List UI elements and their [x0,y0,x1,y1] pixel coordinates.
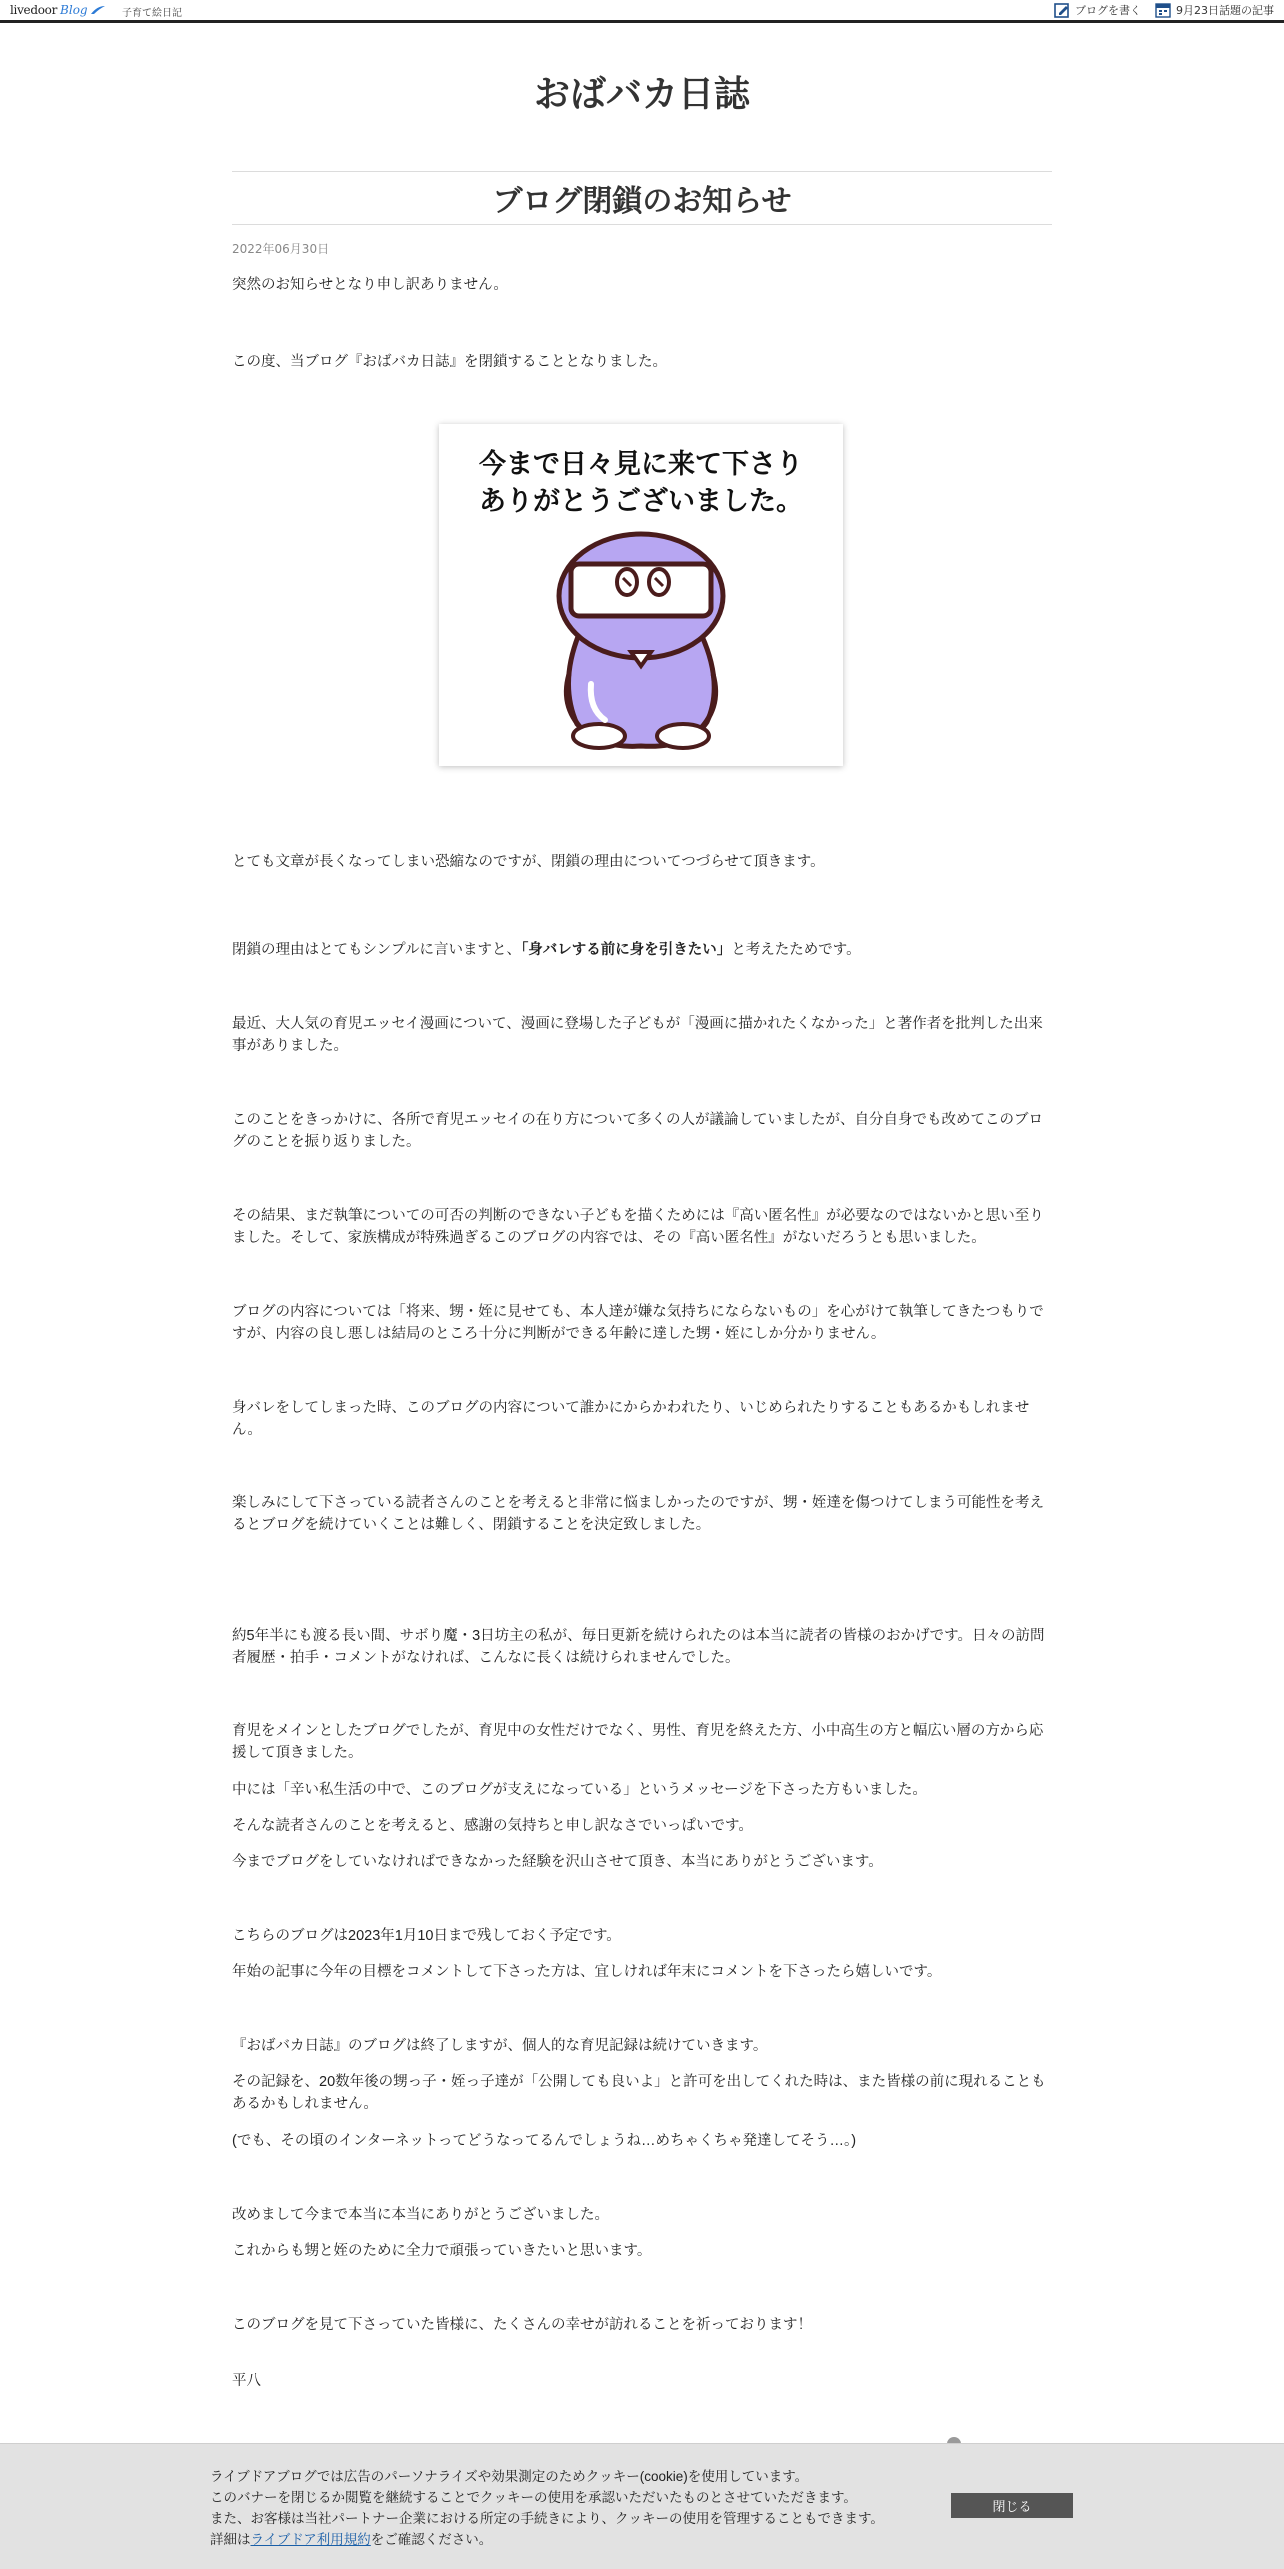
pencil-icon [1054,2,1070,18]
paragraph: 年始の記事に今年の目標をコメントして下さった方は、宜しければ年末にコメントを下さったら嬉しいです。 [232,1964,942,1980]
logo-text: livedoor [10,3,58,17]
paragraph: 楽しみにして下さっている読者さんのことを考えると非常に悩ましかったのですが、甥・姪達を傷つけてしまう可能性を考えるとブログを続けていくことは難しく、閉鎖することを決定致しました。 [232,1495,1044,1533]
paragraph: その結果、まだ執筆についての可否の判断のできない子どもを描くためには『高い匿名性』が必要なのではないかと思い至りました。そして、家族構成が特殊過ぎるこのブログの内容では、その『高い匿名性』がないだろうとも思いました。 [232,1208,1044,1246]
paragraph: 育児をメインとしたブログでしたが、育児中の女性だけでなく、男性、育児を終えた方、小中高生の方と幅広い層の方から応援して頂きました。 [232,1723,1044,1761]
site-title[interactable]: おばバカ日誌 [533,74,750,115]
cookie-line: このバナーを閉じるか閲覧を継続することでクッキーの使用を承認いただいたものとさせていただきます。 [210,2490,857,2505]
paragraph: その記録を、20数年後の甥っ子・姪っ子達が「公開しても良いよ」と許可を出してくれた時は、また皆様の前に現れることもあるかもしれません。 [232,2074,1046,2112]
cookie-line-prefix: 詳細は [210,2532,251,2547]
paragraph: 最近、大人気の育児エッセイ漫画について、漫画に登場した子どもが「漫画に描かれたくなかった」と著作者を批判した出来事がありました。 [232,1016,1043,1054]
paragraph: 突然のお知らせとなり申し訳ありません。 [232,277,508,293]
blog-name-link[interactable]: 子育て絵日記 [122,8,182,19]
article-date: 2022年06月30日 [232,242,330,256]
cookie-text [210,2466,930,2550]
paragraph: 今までブログをしていなければできなかった経験を沢山させて頂き、本当にありがとうございます。 [232,1854,883,1870]
paragraph: これからも甥と姪のために全力で頑張っていきたいと思います。 [232,2243,652,2259]
paragraph: (でも、その頃のインターネットってどうなってるんでしょうね…めちゃくちゃ発達してそう…。) [232,2133,857,2149]
paragraph: 『おばバカ日誌』のブログは終了しますが、個人的な育児記録は続けていきます。 [232,2038,768,2054]
write-blog-label: ブログを書く [1075,4,1141,17]
article-title[interactable]: ブログ閉鎖のお知らせ [232,171,1052,225]
top-bar [0,0,1284,23]
text-span: 閉鎖の理由はとてもシンプルに言いますと、 [232,942,522,958]
logo-sub: Blog [60,3,88,17]
image-caption [439,446,843,520]
calendar-icon [1155,2,1171,18]
paragraph: このブログを見て下さっていた皆様に、たくさんの幸せが訪れることを祈っております！ [232,2317,812,2333]
bowing-character-icon [539,524,743,754]
cookie-line [210,2529,930,2550]
text-span: と考えたためです。 [731,942,861,958]
trending-articles-link[interactable] [1155,2,1274,18]
terms-link[interactable]: ライブドア利用規約 [250,2532,371,2547]
cookie-line: ライブドアブログでは広告のパーソナライズや効果測定のためクッキー(cookie)を使用しています。 [210,2469,809,2484]
paragraph: 身バレをしてしまった時、このブログの内容について誰かにからかわれたり、いじめられたりすることもあるかもしれません。 [232,1400,1030,1438]
cookie-consent-banner [0,2443,1284,2569]
paragraph: 中には「辛い私生活の中で、このブログが支えになっている」というメッセージを下さった方もいました。 [232,1782,927,1798]
cookie-line: また、お客様は当社パートナー企業における所定の手続きにより、クッキーの使用を管理することもできます。 [210,2511,884,2526]
image-caption-line-2: ありがとうございました。 [479,486,803,516]
paragraph: とても文章が長くなってしまい恐縮なのですが、閉鎖の理由についてつづらせて頂きます。 [232,854,825,870]
write-blog-link[interactable] [1054,2,1141,18]
paragraph: 約5年半にも渡る長い間、サボり魔・3日坊主の私が、毎日更新を続けられたのは本当に読者の皆様のおかげです。日々の訪問者履歴・拍手・コメントがなければ、こんなに長くは続けられませんでした。 [232,1628,1045,1666]
paragraph: この度、当ブログ『おばバカ日誌』を閉鎖することとなりました。 [232,354,667,370]
paragraph: ブログの内容については「将来、甥・姪に見せても、本人達が嫌な気持ちにならないもの」を心がけて執筆してきたつもりですが、内容の良し悪しは結局のところ十分に判断ができる年齢に達した甥・姪にしか分かりません。 [232,1304,1044,1342]
author-signature: 平八 [232,2373,261,2389]
cookie-line-suffix: をご確認ください。 [370,2532,493,2547]
trending-articles-label: 9月23日話題の記事 [1176,4,1274,17]
emphasis-text: 「身バレする前に身を引きたい」 [521,942,732,958]
livedoor-blog-logo[interactable] [10,2,106,18]
paragraph: こちらのブログは2023年1月10日まで残しておく予定です。 [232,1928,621,1944]
feather-icon [90,5,106,15]
paragraph: 改めまして今まで本当に本当にありがとうございました。 [232,2207,609,2223]
image-caption-line-1: 今まで日々見に来て下さり [479,449,803,479]
paragraph: このことをきっかけに、各所で育児エッセイの在り方について多くの人が議論していましたが、自分自身でも改めてこのブログのことを振り返りました。 [232,1112,1043,1150]
farewell-image [439,424,843,766]
paragraph: そんな読者さんのことを考えると、感謝の気持ちと申し訳なさでいっぱいです。 [232,1818,753,1834]
close-cookie-button[interactable]: 閉じる [951,2493,1073,2518]
paragraph [232,939,1054,961]
